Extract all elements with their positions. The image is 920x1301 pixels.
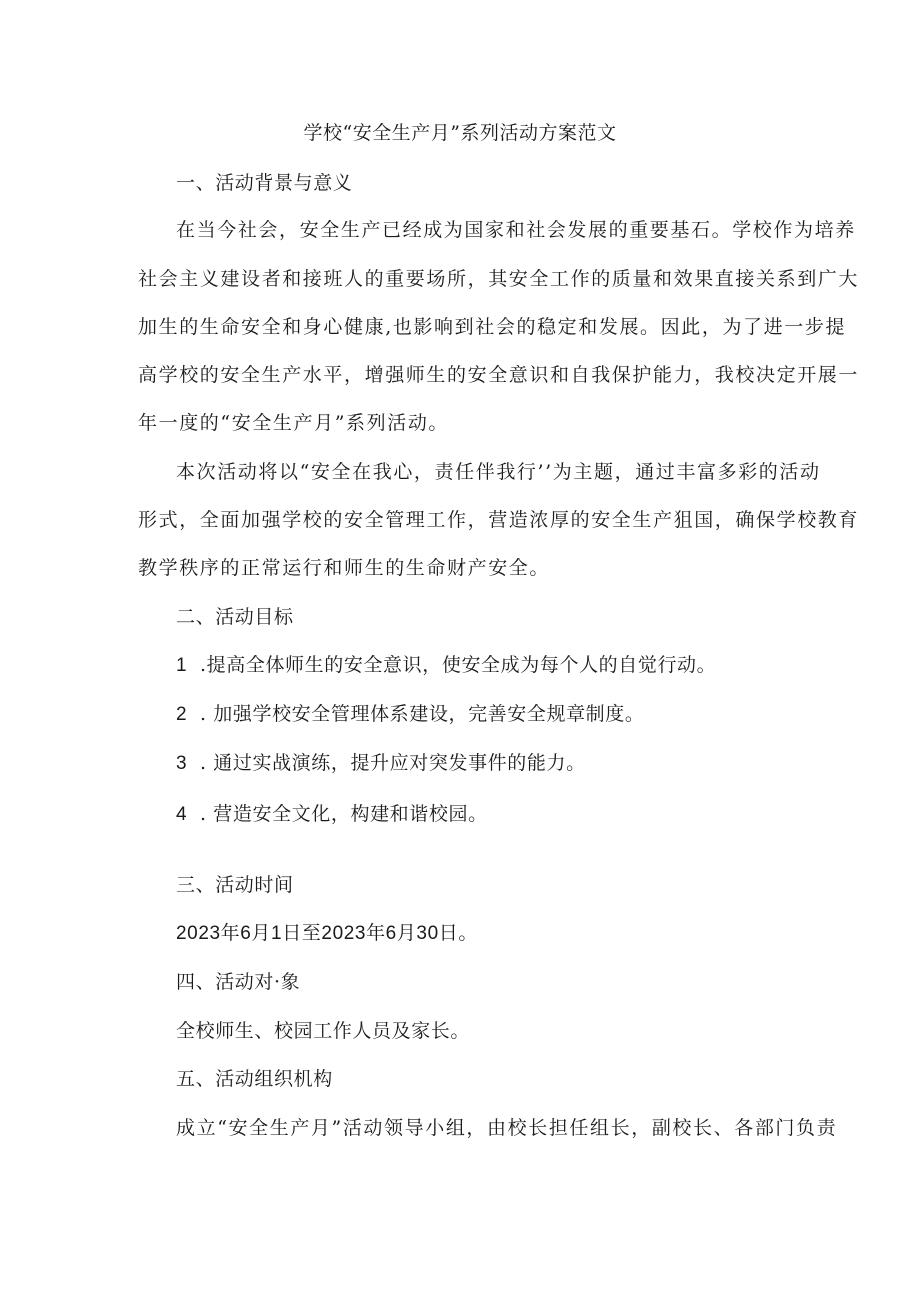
- list-item-text: . 通过实战演练，提升应对突发事件的能力。: [200, 752, 586, 774]
- list-item: [176, 652, 716, 679]
- paragraph-line: 社会主义建设者和接班人的重要场所，其安全工作的质量和效果直接关系到广大: [138, 268, 860, 290]
- list-item-text: . 加强学校安全管理体系建设，完善安全规章制度。: [200, 703, 645, 725]
- paragraph-line: 形式，全面加强学校的安全管理工作，营造浓厚的安全生产狙国，确保学校教育: [138, 509, 860, 531]
- activity-organization-text: 成立“安全生产月”活动领导小组，由校长担任组长，副校长、各部门负责: [176, 1117, 838, 1139]
- paragraph-line: 加生的生命安全和身心健康,也影响到社会的稳定和发展。因此，为了进一步提: [138, 316, 847, 338]
- paragraph-line: 本次活动将以“安全在我心，责任伴我行’’为主题，通过丰富多彩的活动: [176, 461, 821, 483]
- section-heading-organization: 五、活动组织机构: [176, 1068, 333, 1090]
- list-item: [176, 750, 586, 777]
- section-heading-background: 一、活动背景与意义: [176, 172, 353, 194]
- section-heading-time: 三、活动时间: [176, 874, 294, 896]
- list-item-number: 3: [176, 753, 188, 774]
- list-item-number: 2: [176, 704, 188, 725]
- list-item-text: .提高全体师生的安全意识，使安全成为每个人的自觉行动。: [200, 654, 717, 676]
- paragraph-line: 年一度的“安全生产月”系列活动。: [138, 412, 450, 434]
- paragraph-line: 教学秩序的正常运行和师生的生命财产安全。: [138, 557, 551, 579]
- section-heading-goals: 二、活动目标: [176, 606, 294, 628]
- list-item: [176, 701, 644, 728]
- activity-time-text: 2023年6月1日至2023年6月30日。: [176, 923, 478, 944]
- list-item: [176, 801, 488, 828]
- document-title: 学校“安全生产月”系列活动方案范文: [303, 122, 617, 144]
- paragraph-line: 高学校的安全生产水平，增强师生的安全意识和自我保护能力，我校决定开展一: [138, 364, 860, 386]
- list-item-number: 1: [176, 655, 188, 676]
- paragraph-line: 在当今社会，安全生产已经成为国家和社会发展的重要基石。学校作为培养: [176, 219, 856, 241]
- list-item-text: . 营造安全文化，构建和谐校园。: [200, 803, 488, 825]
- activity-audience-text: 全校师生、校园工作人员及家长。: [176, 1020, 471, 1042]
- section-heading-audience: 四、活动对·象: [176, 971, 301, 993]
- list-item-number: 4: [176, 804, 188, 825]
